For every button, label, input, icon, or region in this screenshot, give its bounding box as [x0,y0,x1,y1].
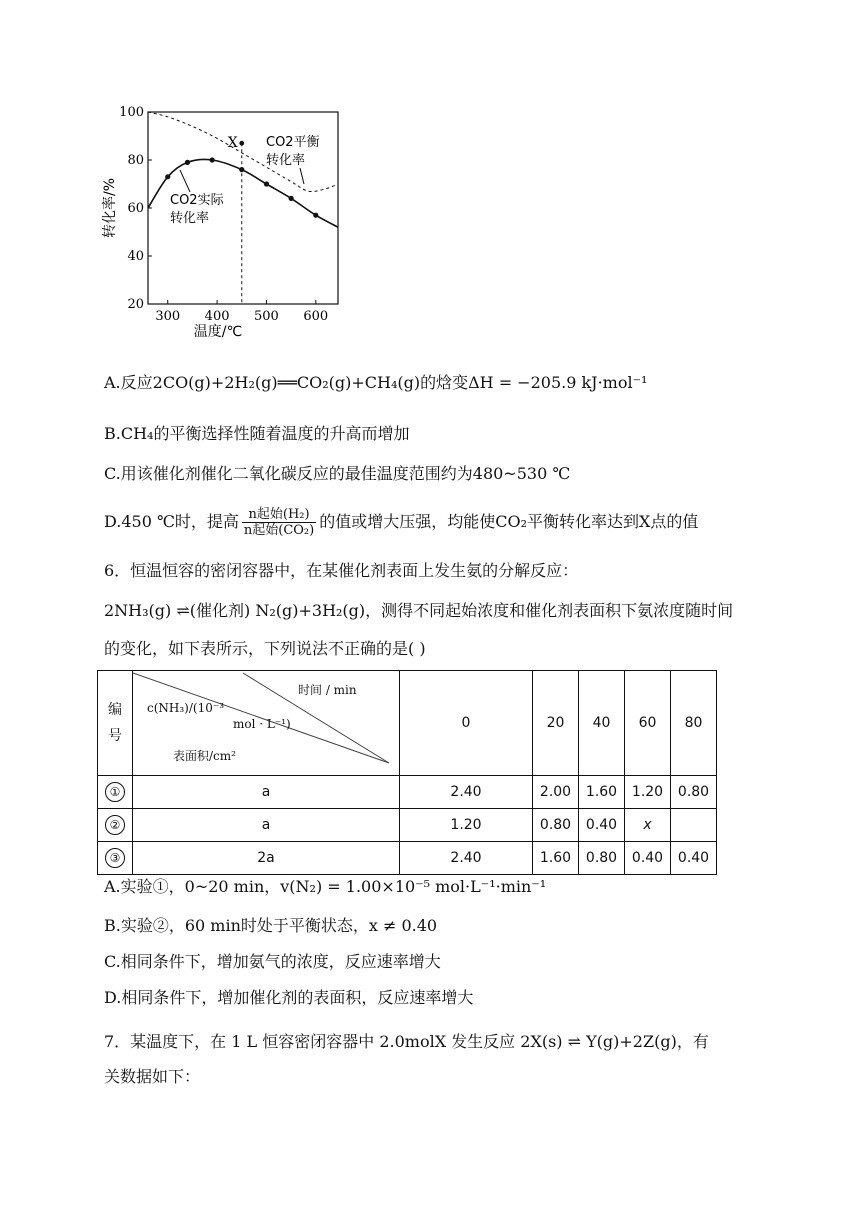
q6-stem: 6．恒温恒容的密闭容器中，在某催化剂表面上发生氨的分解反应： [104,561,579,580]
q7-stem-line1: 7．某温度下，在 1 L 恒容密闭容器中 2.0molX 发生反应 2X(s) ⇌ Y(g)+2Z(g)，有 [104,1032,709,1051]
marker-point [239,141,244,146]
col-header: 40 [579,671,625,776]
row-area: 2a [133,842,400,875]
id-header [98,671,133,776]
q6-prompt: 的变化，如下表所示，下列说法不正确的是( ) [104,639,426,658]
table-cell: 1.60 [579,776,625,809]
conc-header-2: mol · L⁻¹) [233,717,291,731]
table-cell: 2.40 [400,842,533,875]
table-cell: 1.20 [400,809,533,842]
equilibrium-leader-line [300,168,304,184]
table-cell: 2.00 [533,776,579,809]
x-tick-label: 400 [204,309,230,324]
ratio-fraction [242,507,316,538]
q6-option-d: D.相同条件下，增加催化剂的表面积，反应速率增大 [104,988,474,1007]
x-tick-label: 500 [254,309,279,324]
row-id-badge: ③ [105,848,125,868]
table-cell: 0.80 [579,842,625,875]
actual-leader-line [180,170,190,192]
col-header: 0 [400,671,533,776]
x-tick-label: 600 [303,309,329,324]
id-header-line2: 号 [108,728,122,744]
q6-reaction: 2NH₃(g) ⇌(催化剂) N₂(g)+3H₂(g)，测得不同起始浓度和催化剂表面积下氨浓度随时间 [104,601,734,620]
row-id-badge: ② [105,815,125,835]
equilibrium-conversion-line [148,112,338,192]
table-cell: 0.80 [533,809,579,842]
table-cell: 1.20 [625,776,671,809]
fraction-numerator: n起始(H₂) [242,507,316,523]
table-cell: 0.40 [671,842,717,875]
diagonal-header [133,671,400,776]
data-point [289,196,294,201]
col-header: 60 [625,671,671,776]
col-header: 80 [671,671,717,776]
q7-stem-line2: 关数据如下： [104,1067,201,1086]
row-area: a [133,809,400,842]
id-header-line1: 编 [108,702,122,718]
table-header-row [98,671,717,776]
q5-option-d [104,505,698,539]
area-header: 表面积/cm² [173,749,236,763]
conc-header-1: c(NH₃)/(10⁻³ [147,701,224,715]
marker-label: X [227,135,238,152]
table-cell: x [625,809,671,842]
row-id-badge: ① [105,782,125,802]
row-id [98,809,133,842]
q5-option-c: C.用该催化剂催化二氧化碳反应的最佳温度范围约为480~530 ℃ [104,464,571,483]
x-tick-label: 300 [155,309,181,324]
table-cell: 0.40 [625,842,671,875]
equilibrium-label-line1: CO2平衡 [266,135,320,150]
y-tick-label: 100 [119,105,144,120]
q5-option-b: B.CH₄的平衡选择性随着温度的升高而增加 [104,424,410,443]
x-axis-label: 温度/℃ [193,324,243,340]
row-id [98,842,133,875]
actual-label-line2: 转化率 [170,211,210,226]
y-tick-label: 80 [127,153,144,168]
fraction-denominator: n起始(CO₂) [243,523,315,538]
table-row [98,809,717,842]
data-point [210,157,215,162]
y-axis-label: 转化率/% [102,177,118,239]
ammonia-table [97,670,717,875]
table-cell [671,809,717,842]
table-cell: 0.80 [671,776,717,809]
row-area: a [133,776,400,809]
q5-option-a: A.反应2CO(g)+2H₂(g)══CO₂(g)+CH₄(g)的焓变ΔH = −205.9 kJ·mol⁻¹ [104,373,648,392]
col-header: 20 [533,671,579,776]
equilibrium-label-line2: 转化率 [266,153,306,168]
actual-label-line1: CO2实际 [170,193,224,208]
table-row [98,842,717,875]
table-cell: 1.60 [533,842,579,875]
data-point [313,213,318,218]
q6-option-b: B.实验②，60 min时处于平衡状态，x ≠ 0.40 [104,916,438,935]
q5-option-d-suffix: 的值或增大压强，均能使CO₂平衡转化率达到X点的值 [319,512,699,531]
data-point [264,181,269,186]
conversion-chart [100,100,350,345]
row-id [98,776,133,809]
y-tick-label: 60 [127,201,144,216]
table-cell: 2.40 [400,776,533,809]
table-row [98,776,717,809]
y-tick-label: 20 [127,297,144,312]
data-point [185,160,190,165]
y-tick-label: 40 [127,249,144,264]
table-cell: 0.40 [579,809,625,842]
q6-option-a: A.实验①，0~20 min，v(N₂) = 1.00×10⁻⁵ mol·L⁻¹·min⁻¹ [104,877,547,896]
q5-option-d-prefix: D.450 ℃时，提高 [104,512,239,531]
q6-option-c: C.相同条件下，增加氨气的浓度，反应速率增大 [104,952,441,971]
time-header: 时间 / min [298,683,357,697]
data-point [165,174,170,179]
